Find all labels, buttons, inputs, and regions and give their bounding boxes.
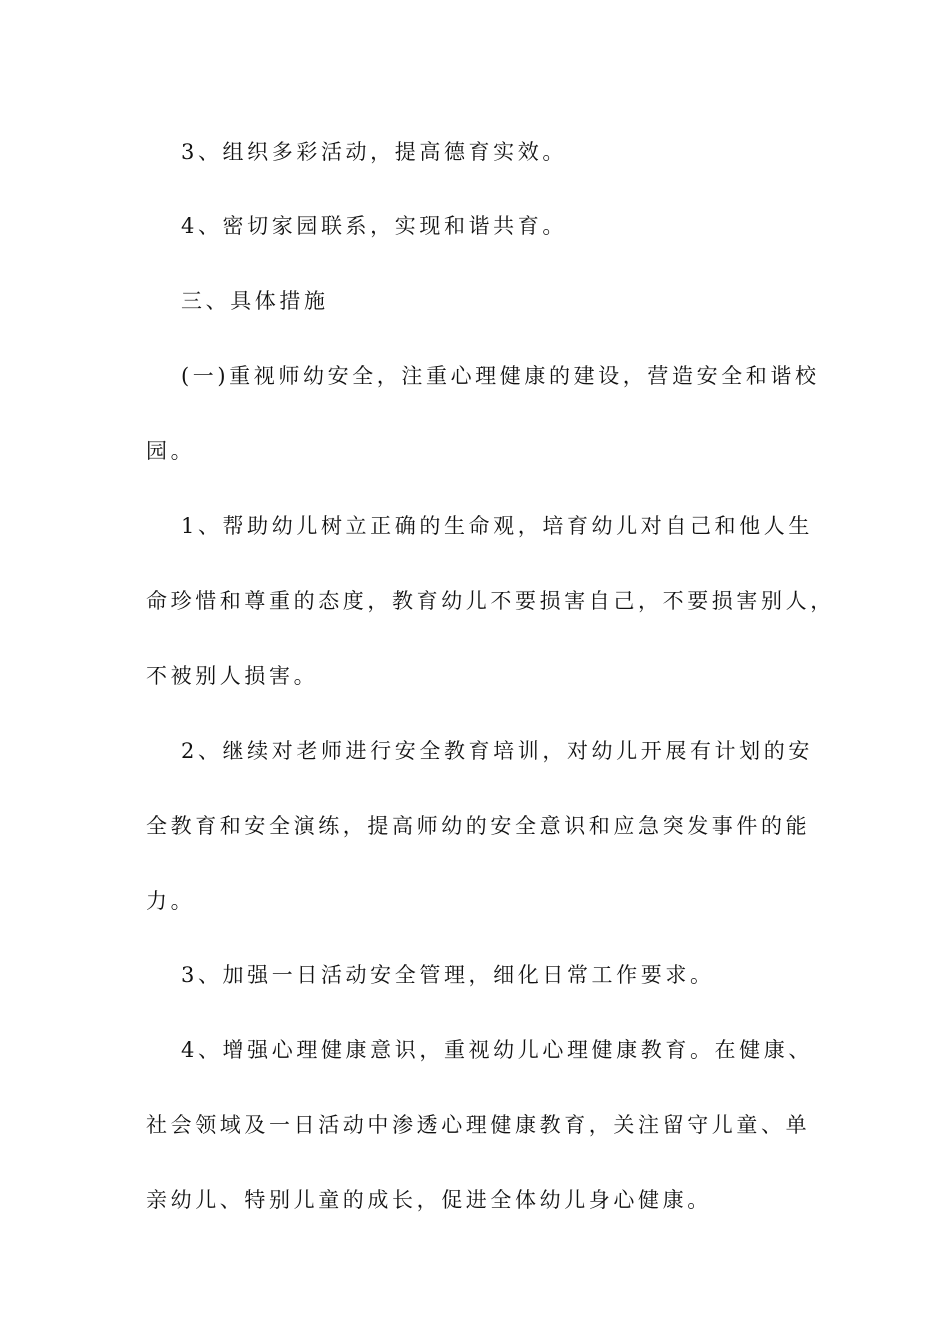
paragraph-measure-2-end: 力。 bbox=[146, 889, 196, 913]
paragraph-measure-1-cont: 命珍惜和尊重的态度，教育幼儿不要损害自己，不要损害别人， bbox=[146, 589, 835, 613]
paragraph-measure-4-cont: 社会领域及一日活动中渗透心理健康教育，关注留守儿童、单 bbox=[146, 1113, 811, 1137]
paragraph-measure-1-end: 不被别人损害。 bbox=[146, 664, 319, 688]
paragraph-measure-2: 2、继续对老师进行安全教育培训，对幼儿开展有计划的安 bbox=[181, 739, 813, 763]
section-heading-measures: 三、具体措施 bbox=[181, 289, 329, 313]
paragraph-goal-3: 3、组织多彩活动，提高德育实效。 bbox=[181, 140, 567, 164]
paragraph-measure-3: 3、加强一日活动安全管理，细化日常工作要求。 bbox=[181, 963, 715, 987]
paragraph-goal-4: 4、密切家园联系，实现和谐共育。 bbox=[181, 214, 567, 238]
subsection-heading-1: (一)重视师幼安全，注重心理健康的建设，营造安全和谐校 bbox=[181, 364, 820, 388]
subsection-heading-1-cont: 园。 bbox=[146, 439, 196, 463]
paragraph-measure-2-cont: 全教育和安全演练，提高师幼的安全意识和应急突发事件的能 bbox=[146, 814, 811, 838]
paragraph-measure-1: 1、帮助幼儿树立正确的生命观，培育幼儿对自己和他人生 bbox=[181, 514, 813, 538]
paragraph-measure-4-end: 亲幼儿、特别儿童的成长，促进全体幼儿身心健康。 bbox=[146, 1188, 712, 1212]
paragraph-measure-4: 4、增强心理健康意识，重视幼儿心理健康教育。在健康、 bbox=[181, 1038, 813, 1062]
